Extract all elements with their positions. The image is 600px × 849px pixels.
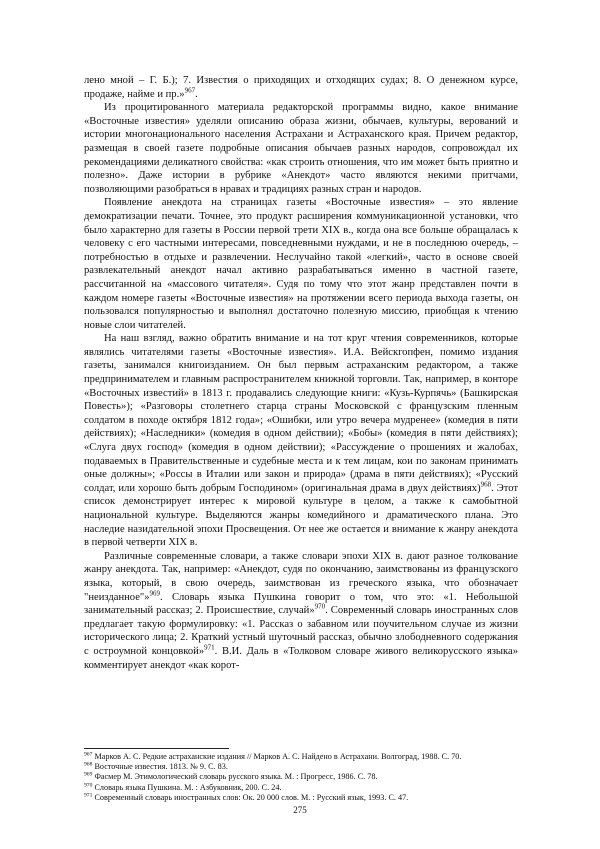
body-text bbox=[84, 74, 518, 672]
footnote bbox=[84, 793, 518, 803]
footnote-text: Восточные известия. 1813. № 9. С. 83. bbox=[92, 762, 228, 772]
footnote bbox=[84, 762, 518, 772]
footnote-text: Фасмер М. Этимологический словарь русского языка. М. : Прогресс, 1986. С. 78. bbox=[92, 772, 378, 782]
footnote-ref: 967 bbox=[184, 86, 196, 95]
footnote-divider bbox=[84, 748, 229, 749]
footnote-number: 967 bbox=[84, 752, 93, 758]
paragraph-text: На наш взгляд, важно обратить внимание и на тот круг чтения современников, которые являлись читателями газеты «Восточные известия». И.А. Вейскгопфен, помимо издания газеты, занимался книгоизданием. Он был первым астраханским редактором, а также предпринимателем и главным распространителем книжной торговли. Так, например, в конторе «Восточных известий» в 1813 г. продавались следующие книги: «Кузь-Курпячь» (Башкирская Повесть»); «Разговоры столетнего старца страны Московской с французским пленным солдатом в походе октября 1812 года»; «Ошибки, или утро вечера мудренее» (комедия в пяти действиях); «Наследники» (комедия в одном действии); «Бобы» (комедия в пяти действиях); «Слуга двух господ» (комедия в одном действии); «Рассуждение о прошениях и жалобах, подаваемых в Правительственные и судебные места и к тем лицам, кои по законам принимать оные должны»; «Россы в Италии или закон и природа» (драма в пяти действиях); «Русский солдат, или хорошо быть добрым Господином» (оригинальная драма в двух действиях) bbox=[84, 333, 518, 494]
paragraph bbox=[84, 550, 518, 672]
footnote-ref: 970 bbox=[314, 602, 326, 611]
footnote bbox=[84, 783, 518, 793]
footnote bbox=[84, 772, 518, 782]
paragraph bbox=[84, 101, 518, 196]
paragraph bbox=[84, 74, 518, 101]
paragraph bbox=[84, 332, 518, 550]
footnote-ref: 969 bbox=[149, 589, 161, 598]
paragraph-text: Из процитированного материала редакторской программы видно, какое внимание «Восточные известия» уделяли описанию образа жизни, обычаев, культуры, верований и истории многонационального населения Астрахани и Астраханского края. Причем редактор, размещая в своей газете подробные описания обычаев разных народов, сопровождал их рекомендациями деликатного свойства: «как строить отношения, что им может быть приятно и полезно». Даже истории в рубрике «Анекдот» часто являются некими притчами, позволяющими разобраться в нравах и традициях разных стран и народов. bbox=[84, 102, 518, 195]
paragraph-text: . В.И. Даль в «Толковом словаре живого великорусского языка» комментирует анекдот «как корот- bbox=[84, 645, 518, 671]
footnote-text: Современный словарь иностранных слов: Ок. 20 000 слов. М. : Русский язык, 1993. С. 47. bbox=[92, 792, 409, 802]
paragraph-text: Различные современные словари, а также словари эпохи XIX в. дают разное толкование жанру анекдота. Так, например: «Анекдот, судя по окончанию, заимствованы из французского языка, который, в свою очередь, заимствован из греческого языка, что обозначает "неизданное"» bbox=[84, 550, 518, 603]
paragraph-text: . bbox=[195, 88, 198, 100]
paragraph bbox=[84, 196, 518, 332]
footnote-ref: 968 bbox=[480, 480, 492, 489]
paragraph-text: Появление анекдота на страницах газеты «Восточные известия» – это явление демократизации печати. Точнее, это продукт расширения коммуникационной установки, что было характерно для газеты в России первой трети XIX в., когда она все больше обращалась к человеку с его частными интересами, повседневными нуждами, и не в последнюю очередь, – потребностью в отдыхе и развлечении. Неслучайно такой «легкий», часто в основе своей развлекательный анекдот начал активно разрабатываться именно в частной газете, рассчитанной на «массового читателя». Судя по тому что этот жанр представлен почти в каждом номере газеты «Восточные известия» на протяжении всего периода выхода газеты, он пользовался популярностью и выполнял достаточно полезную миссию, приобщая к чтению новые слои читателей. bbox=[84, 197, 518, 331]
paragraph-text: лено мной – Г. Б.); 7. Известия о приходящих и отходящих судах; 8. О денежном курсе, продаже, найме и пр.» bbox=[84, 75, 518, 100]
footnote-number: 969 bbox=[84, 772, 93, 778]
page-number: 275 bbox=[293, 805, 307, 815]
footnote-number: 971 bbox=[84, 792, 93, 799]
paragraph-text: . Словарь языка Пушкина говорит о том, что это: «1. Небольшой занимательный рассказ; 2. Происшествие, случай» bbox=[84, 591, 518, 617]
footnote-text: Словарь языка Пушкина. М. : Азбуковник, 200. С. 24. bbox=[92, 782, 282, 792]
footnote-number: 970 bbox=[84, 782, 93, 788]
paragraph-text: . Этот список демонстрирует интерес к мировой культуре в целом, а также к самобытной национальной культуре. Выделяются жанры комедийного и драматического плана. Это наследие назидательной эпохи Просвещения. От нее же остается и внимание к жанру анекдота в первой четверти XIX в. bbox=[84, 482, 518, 549]
footnote-text: Марков А. С. Редкие астраханские издания // Марков А. С. Найдено в Астрахани. Волгоград, 1988. С. 70. bbox=[92, 752, 462, 761]
footnote bbox=[84, 752, 518, 762]
footnote-ref: 971 bbox=[204, 643, 215, 652]
footnotes bbox=[84, 752, 518, 803]
paragraph-text: . Современный словарь иностранных слов предлагает такую формулировку: «1. Рассказ о забавном или поучительном случае из жизни исторического лица; 2. Краткий устный шуточный рассказ, обычно злободневного содержания с остроумной концовкой» bbox=[84, 605, 518, 657]
footnote-number: 968 bbox=[84, 762, 93, 768]
